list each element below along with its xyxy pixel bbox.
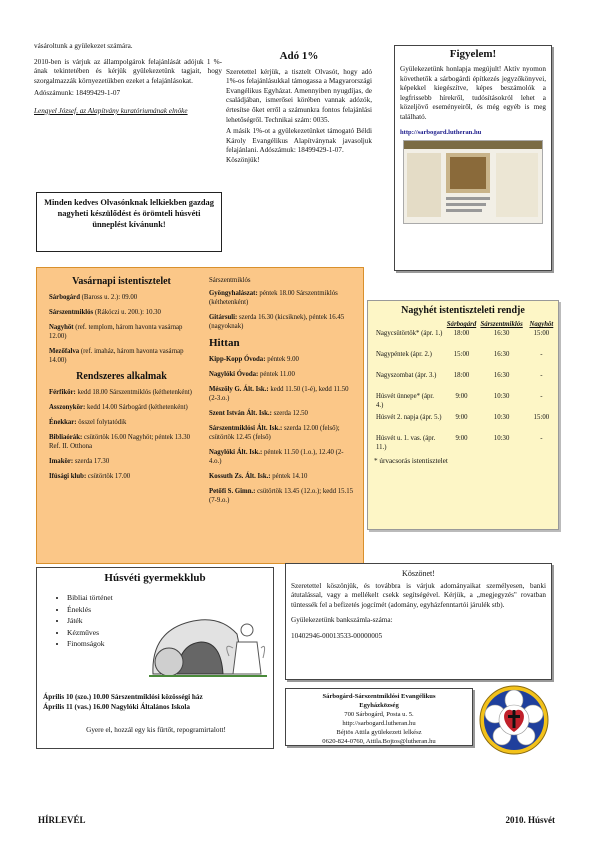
hittan-item: Nagylóki Ált. Isk.: péntek 11.50 (1.o.), 12.40 (2-4.o.): [209, 449, 344, 465]
luther-rose-logo: [478, 684, 550, 756]
bank-account-label: Gyülekezetünk bankszámla-száma:: [291, 616, 393, 625]
website-notice-box: [394, 45, 552, 271]
holy-week-table: [374, 320, 558, 455]
tax-donation-title: Adó 1%: [279, 50, 319, 62]
kids-club-invite: Gyere el, hozzál egy kis fűrtőt, repogramirtalott!: [86, 726, 226, 734]
intro-column: [34, 42, 222, 120]
hittan-item: Petőfi S. Gimn.: csütörtök 13.45 (12.o.); kedd 15.15 (7-9.o.): [209, 488, 354, 504]
thanks-box: [285, 563, 552, 680]
hittan-title: Hittan: [209, 337, 240, 349]
list-item: • Éneklés: [67, 604, 273, 616]
hittan-item: Kossuth Zs. Ált. Isk.: péntek 14.10: [209, 473, 308, 480]
sarszentmiklos-title: Sárszentmiklós: [209, 277, 251, 284]
holy-week-footnote: * úrvacsorás istentisztelet: [374, 457, 448, 465]
table-row: Nagyszombat (ápr. 3.) 18:00 16:30 -: [376, 372, 543, 379]
hittan-item: Nagylóki Óvoda: péntek 11.00: [209, 371, 295, 378]
hittan-item: Kipp-Kopp Óvoda: péntek 9.00: [209, 356, 299, 363]
intro-signature: Lengyel József, az Alapítvány kuratóriumának elnöke: [34, 106, 188, 115]
tax-donation-section: [226, 52, 372, 166]
holy-week-box: [367, 300, 559, 530]
tax-donation-para: A másik 1%-ot a gyülekezetünket támogató Béldi Károly Evangélikus Alapítványnak javasoljuk felajánlani. Adószámuk: 18499429-1-07.: [226, 127, 372, 155]
list-item: • Bibliai történet: [67, 592, 273, 604]
website-screenshot: [403, 140, 543, 224]
regular-item: Férfikör: kedd 18.00 Sárszentmiklós (kéthetenként): [49, 389, 192, 396]
sunday-item: Mezőfalva (ref. imaház, három havonta vasárnap 14.00): [49, 348, 184, 364]
footer-left: HÍRLEVÉL: [38, 815, 86, 825]
org-address: 700 Sárbogárd, Posta u. 5.: [344, 711, 414, 718]
bank-account-number: 10402946-00013533-00000005: [291, 631, 383, 640]
list-item: • Játék: [67, 615, 273, 627]
website-link[interactable]: http://sarbogard.lutheran.hu: [400, 128, 482, 136]
kids-club-box: [36, 567, 274, 749]
list-item: • Finomságok: [67, 638, 273, 650]
thanks-text: Szeretettel köszönjük, és továbbra is várjuk adományaikat személyesen, banki átutalással, vagy a mellékelt csekk segítségével. Kérjük, a „megjegyzés" rovatban tüntessék fel a befizetés jogcímét (adomány, egyházfenntartói járulék stb).: [291, 581, 546, 609]
sunday-service-title: Vasárnapi istentisztelet: [72, 276, 171, 287]
greeting-text: Minden kedves Olvasónknak lelkiekben gazdag nagyheti készülődést és örömteli húsvéti ünneplést kívánunk!: [44, 198, 214, 229]
column-header: Sárbogárd: [446, 321, 477, 328]
regular-item: Ifúsági klub: csütörtök 17.00: [49, 473, 131, 480]
kids-club-date: Április 11 (vas.) 16.00 Nagylóki Általános Iskola: [43, 703, 190, 711]
table-row: Nagypéntek (ápr. 2.) 15:00 16:30 -: [376, 351, 543, 358]
schedule-right-column: [209, 276, 355, 511]
intro-line: vásároltunk a gyülekezet számára.: [34, 42, 133, 50]
regular-item: Énekkar: összel folytatódik: [49, 419, 127, 426]
sunday-item: Sárszentmiklós (Rákóczi u. 200.): 10.30: [49, 309, 161, 316]
table-row: Húsvét u. 1. vas. (ápr. 11.) 9:00 10:30 -: [376, 435, 543, 451]
greeting-box: [36, 192, 222, 252]
tax-donation-para: Szeretettel kérjük, a tisztelt Olvasót, hogy adó 1%-os felajánlásukkal támogassa a Magyarországi Evangélikus Egyházat. Amennyiben nyugdíjas, de családjában, ismerősei körében vannak adózók, értesítse őket erről a számunkra fontos felajánlási lehetőségről. Technikai szám: 0035.: [226, 67, 372, 124]
org-contact: 0620-824-0760, Attila.Bojtos@lutheran.hu: [322, 738, 436, 745]
empty-tomb-illustration: [149, 612, 267, 678]
kids-club-date: Április 10 (szo.) 10.00 Sárszentmiklósi közösségi ház: [43, 693, 203, 701]
column-header: Nagyhöt: [529, 321, 554, 328]
sarszentmiklos-item: Gyöngyhalászat: péntek 18.00 Sárszentmiklós (kéthetenként): [209, 290, 338, 306]
org-name: Sárbogárd-Sárszentmiklósi Evangélikus: [322, 693, 436, 700]
regular-item: Bibliaórák: csütörtök 16.00 Nagyhöt; péntek 13.30 Ref. II. Otthona: [49, 434, 191, 450]
address-box: [285, 688, 473, 746]
org-website[interactable]: http://sarbogard.lutheran.hu: [342, 720, 416, 727]
sarszentmiklos-item: Gitársuli: szerda 16.30 (kicsiknek), péntek 16.45 (nagyoknak): [209, 314, 345, 330]
website-notice-text: Gyülekezetünk honlapja megújult! Aktív nyomon követhetők a sárbogárdi építkezés jegyzőkönyvei, képekkel kiegészítve, képes beszámolók a legfrissebb hírekről, tudósításokról lehet a közeljövő eseményeiről, és még egyéb is meg található.: [400, 65, 546, 121]
tax-donation-thanks: Köszönjük!: [226, 155, 260, 164]
table-row: Nagycsütörtök* (ápr. 1.) 18:00 16:30 15:00: [376, 330, 550, 337]
thanks-title: Köszönet!: [402, 569, 435, 578]
intro-line: 2010-ben is várjuk az állampolgárok felajánlását adójuk 1 %-ának tekintetében és kérjük gyülekezetünk tagjait, hogy szorgalmazzák környezetükben ezeket a felajánlásokat.: [34, 57, 222, 85]
kids-club-title: Húsvéti gyermekklub: [104, 572, 206, 584]
hittan-item: Szent István Ált. Isk.: szerda 12.50: [209, 410, 308, 417]
table-row: Húsvét ünnepe* (ápr. 4.) 9:00 10:30 -: [376, 393, 543, 409]
list-item: • Kézműves: [67, 627, 273, 639]
schedule-box: [36, 267, 364, 564]
regular-item: Asszonykör: kedd 14.00 Sárbogárd (kéthetenként): [49, 404, 188, 411]
intro-tax-number: Adószámunk: 18499429-1-07: [34, 89, 121, 98]
regular-events-title: Rendszeres alkalmak: [76, 371, 167, 382]
org-name: Egyházközség: [359, 702, 399, 709]
sunday-item: Sárbogárd (Baross u. 2.): 09.00: [49, 294, 138, 301]
footer-right: 2010. Húsvét: [505, 815, 555, 825]
regular-item: Imakör: szerda 17.30: [49, 458, 110, 465]
table-row: Húsvét 2. napja (ápr. 5.) 9:00 10:30 15:00: [376, 414, 550, 421]
holy-week-title: Nagyhét istentiszteleti rendje: [401, 305, 525, 316]
website-notice-title: Figyelem!: [449, 48, 497, 60]
hittan-item: Mészöly G. Ált. Isk.: kedd 11.50 (1-é), kedd 11.50 (2-3.o.): [209, 386, 349, 402]
org-pastor: Béjtös Attila gyülekezeti lelkész: [336, 729, 422, 736]
column-header: Sárszentmiklós: [480, 321, 523, 328]
sunday-item: Nagyhöt (ref. templom, három havonta vasárnap 12.00): [49, 324, 183, 340]
hittan-item: Sárszentmiklósi Ált. Isk.: szerda 12.00 (felső); csütörtök 12.45 (felső): [209, 425, 340, 441]
schedule-left-column: [49, 276, 194, 487]
